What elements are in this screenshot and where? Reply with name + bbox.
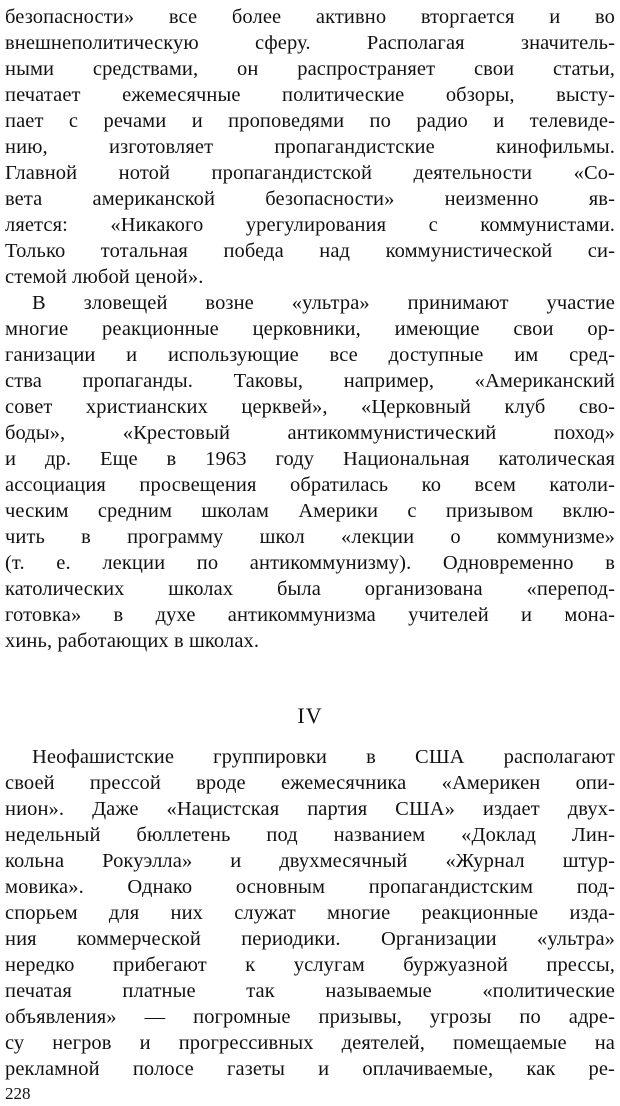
- text-line: внешнеполитическую сферу. Располагая значитель-: [5, 32, 615, 54]
- text-line: ляется: «Никакого урегулирования с коммунистами.: [5, 214, 615, 236]
- text-line: стемой любой ценой».: [5, 266, 204, 288]
- text-line: Только тотальная победа над коммунистической си-: [5, 240, 615, 262]
- paragraph-first-line: В зловещей возне «ультра» принимают участие: [32, 292, 615, 314]
- text-line: ными средствами, он распространяет свои статьи,: [5, 58, 615, 80]
- text-line: ства пропаганды. Таковы, например, «Американский: [5, 370, 615, 392]
- text-line: объявления» — погромные призывы, угрозы по адре-: [5, 1006, 615, 1028]
- text-line: печатает ежемесячные политические обзоры, высту-: [5, 84, 615, 106]
- text-line: ния коммерческой периодики. Организации «ультра»: [5, 928, 615, 950]
- text-line: недельный бюллетень под названием «Доклад Лин-: [5, 824, 615, 846]
- text-line: многие реакционные церковники, имеющие свои ор-: [5, 318, 615, 340]
- text-line: спорьем для них служат многие реакционные изда-: [5, 902, 615, 924]
- text-line: нию, изготовляет пропагандистские кинофильмы.: [5, 136, 615, 158]
- text-line: хинь, работающих в школах.: [5, 630, 260, 652]
- text-line: ческим средним школам Америки с призывом вклю-: [5, 500, 615, 522]
- text-line: и др. Еще в 1963 году Национальная католическая: [5, 448, 615, 470]
- text-line: своей прессой вроде ежемесячника «Америкен опи-: [5, 772, 615, 794]
- text-line: су негров и прогрессивных деятелей, помещаемые на: [5, 1032, 615, 1054]
- text-line: боды», «Крестовый антикоммунистический поход»: [5, 422, 615, 444]
- text-line: мовика». Однако основным пропагандистским под-: [5, 876, 615, 898]
- page-number: 228: [5, 1084, 31, 1103]
- text-line: ганизации и использующие все доступные им сред-: [5, 344, 615, 366]
- text-line: нион». Даже «Нацистская партия США» издает двух-: [5, 798, 615, 820]
- text-line: печатая платные так называемые «политические: [5, 980, 615, 1002]
- text-line: чить в программу школ «лекции о коммунизме»: [5, 526, 615, 548]
- text-line: пает с речами и проповедями по радио и телевиде-: [5, 110, 615, 132]
- text-line: кольна Рокуэлла» и двухмесячный «Журнал штур-: [5, 850, 615, 872]
- text-line: совет христианских церквей», «Церковный клуб сво-: [5, 396, 615, 418]
- text-line: (т. е. лекции по антикоммунизму). Одновременно в: [5, 552, 615, 574]
- text-line: Главной нотой пропагандистской деятельности «Со-: [5, 162, 615, 184]
- text-line: готовка» в духе антикоммунизма учителей и мона-: [5, 604, 615, 626]
- paragraph-first-line: Неофашистские группировки в США располагают: [32, 746, 615, 768]
- chapter-heading: IV: [297, 703, 323, 728]
- text-line: нередко прибегают к услугам буржуазной прессы,: [5, 954, 615, 976]
- text-line: рекламной полосе газеты и оплачиваемые, как ре-: [5, 1058, 615, 1080]
- text-line: вета американской безопасности» неизменно яв-: [5, 188, 615, 210]
- text-line: безопасности» все более активно вторгается и во: [5, 6, 615, 28]
- text-line: католических школах была организована «перепод-: [5, 578, 615, 600]
- text-line: ассоциация просвещения обратилась ко всем католи-: [5, 474, 615, 496]
